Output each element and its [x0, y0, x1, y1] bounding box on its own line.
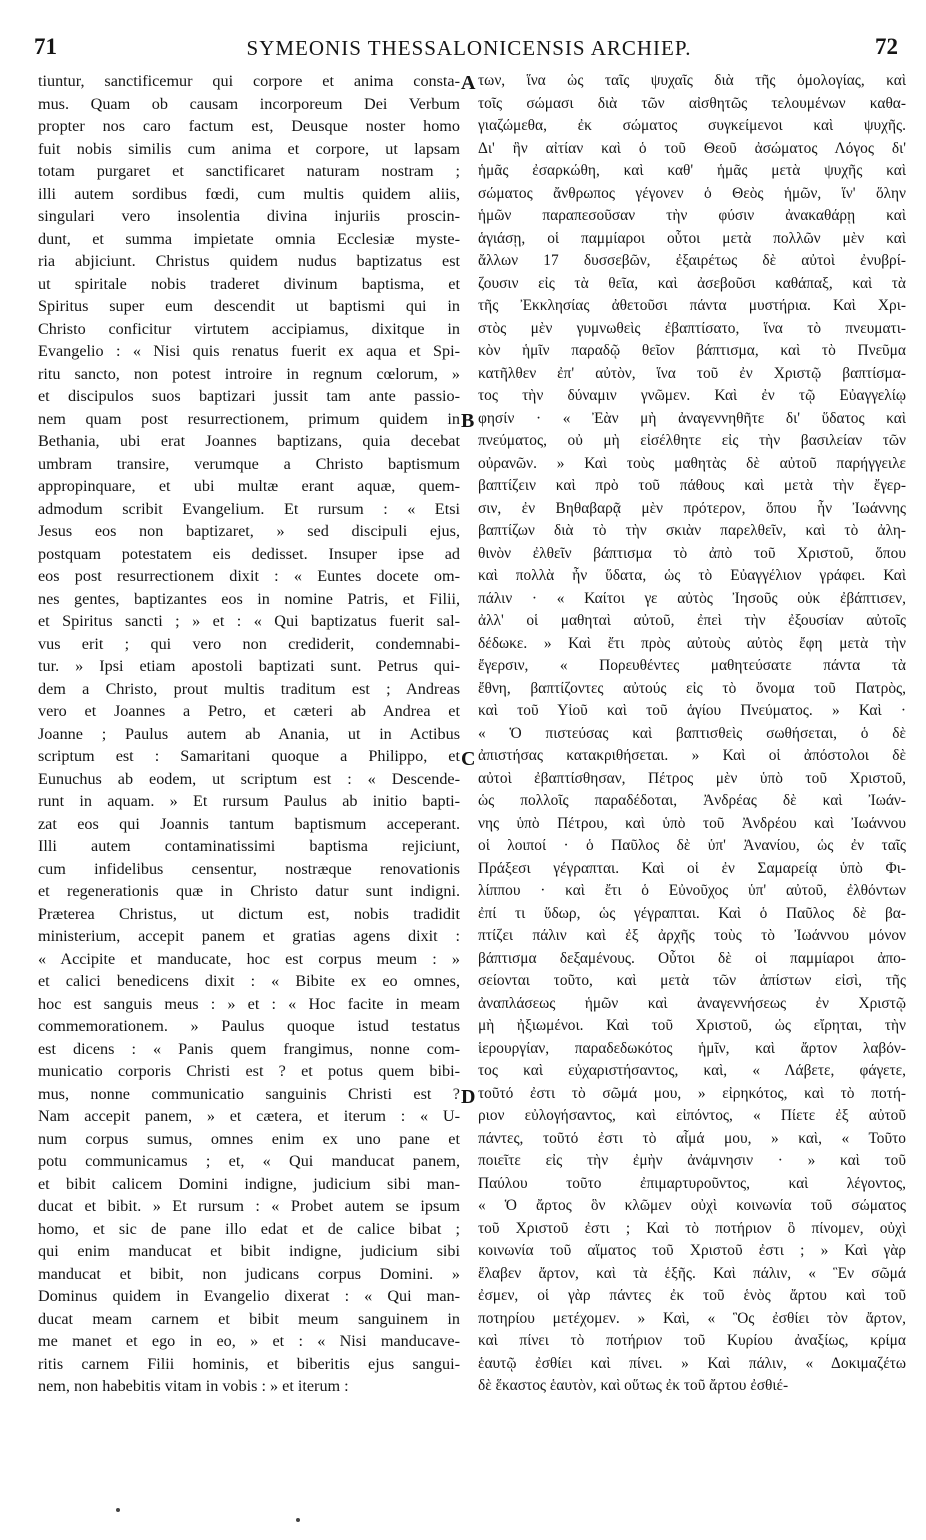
text-line: δὲ ἕκαστος ἑαυτὸν, καὶ οὕτως ἐκ τοῦ ἄρτου ἐσθιέ-	[478, 1377, 789, 1394]
text-line: κοινωνία τοῦ αἵματος τοῦ Χριστοῦ ἐστι ; » Καὶ γὰρ	[478, 1242, 906, 1259]
section-marker-b: B	[461, 410, 475, 432]
text-line: postquam potestatem eis dedisset. Insuper ipse ad	[38, 544, 460, 563]
text-line: ἐπί τι ὕδωρ, ὡς γέγραπται. Καὶ ὁ Παῦλος δὲ βα-	[478, 904, 906, 922]
text-line: ἐσμεν, οἱ γὰρ πάντες ἐκ τοῦ ἑνὸς ἄρτου καὶ τοῦ	[478, 1287, 906, 1304]
text-line: Παύλου τοῦτο ἐπιμαρτυροῦντος, καὶ λέγοντος,	[478, 1174, 906, 1192]
text-line: τος καὶ εὐχαριστήσαντος, καὶ, « Λάβετε, φάγετε,	[478, 1062, 906, 1079]
text-line: οἱ λοιποί · ὁ Παῦλος δὲ ὑπ' Ἀνανίου, ὡς ἐν ταῖς	[478, 837, 906, 854]
text-line: Bethania, ubi erat Joannes baptizans, quia decebat	[38, 432, 460, 450]
text-line: dem a Christo, prout multis traditum est ; Andreas	[38, 679, 460, 698]
text-line: Nam accepit panem, » et cætera, et iterum : « U-	[38, 1107, 460, 1125]
text-line: et regenerationis quæ in Christo datur sunt indigni.	[38, 882, 460, 900]
text-line: « Ὁ πιστεύσας καὶ βαπτισθεὶς σωθήσεται, ὁ δὲ	[478, 724, 906, 742]
text-line: καὶ τοῦ Υἱοῦ καὶ τοῦ ἁγίου Πνεύματος. » Καὶ ·	[478, 702, 906, 719]
text-line: Christo conficitur virtutem accipiamus, dixitque in	[38, 319, 460, 338]
text-line: πνεύματος, οὐ μὴ εἰσέλθητε εἰς τὴν βασιλείαν τῶν	[478, 432, 906, 449]
text-line: των, ἵνα ὡς ταῖς ψυχαῖς διὰ τῆς ὁμολογίας, καὶ	[478, 72, 906, 89]
text-line: singulari vero insolentia divina injuriis proscin-	[38, 207, 460, 225]
text-line: Joanne ; Paulus autem ab Anania, ut in Actibus	[38, 724, 460, 743]
text-line: vero et Joannes a Petro, et cæteri ab Andrea et	[38, 702, 460, 720]
text-line: κατῆλθεν ἐπ' αὐτὸν, ἵνα τοῦ ἐν Χριστῷ βαπτίσμα-	[478, 364, 906, 382]
text-line: ἑαυτῷ ἐσθίει καὶ πίνει. » Καὶ πάλιν, « Δοκιμαζέτω	[478, 1354, 906, 1372]
text-line: fuit nobis similis cum anima et corpore, ut lapsam	[38, 139, 460, 158]
text-line: καὶ πίνει τὸ ποτήριον τοῦ Κυρίου ἀναξίως, κρίμα	[478, 1332, 906, 1349]
text-line: nes gentes, baptizantes eos in nomine Patris, et Filii,	[38, 589, 460, 608]
text-line: ducat meam carnem et bibit meum sanguinem in	[38, 1309, 460, 1328]
text-line: λίππου · καὶ ἔτι ὁ Εὐνοῦχος ὑπ' αὐτοῦ, ἐλθόντων	[478, 882, 906, 899]
text-line: mus, nonne communicatio sanguinis Christi est ?	[38, 1084, 460, 1103]
text-line: « Ὁ ἄρτος ὃν κλῶμεν οὐχὶ κοινωνία τοῦ σώματος	[478, 1197, 906, 1214]
text-line: illi autem sordibus fœdi, cum multis quidem aliis,	[38, 184, 460, 203]
text-line: γιαζώμεθα, ἐκ σώματος συγκείμενοι καὶ ψυχῆς.	[478, 117, 906, 134]
page-number-right: 72	[875, 34, 898, 59]
text-line: ριον εὐλογήσαντος, καὶ εἰπόντος, « Πίετε ἐξ αὐτοῦ	[478, 1107, 906, 1124]
section-marker-a: A	[461, 72, 476, 94]
text-line: eos post resurrectionem dixit : « Euntes docete om-	[38, 567, 460, 585]
text-line: ἀλλ' οἱ μαθηταὶ αὐτοῦ, ἐπεὶ τὴν ἐξουσίαν αὐτοῖς	[478, 612, 906, 629]
text-line: Illi autem contaminatissimi baptisma rejiciunt,	[38, 837, 460, 855]
text-line: ἡμῶν παραπεσοῦσαν τὴν φύσιν ἀνακαθάρῃ καὶ	[478, 207, 906, 224]
text-line: μὴ ἠξιωμένοι. Καὶ τοῦ Χριστοῦ, ὡς εἴρηται, τὴν	[478, 1017, 906, 1034]
page-header	[34, 34, 904, 70]
text-line: et calici benedicens dixit : « Bibite ex eo omnes,	[38, 972, 460, 990]
text-line: est dicens : « Panis quem frangimus, nonne com-	[38, 1039, 460, 1058]
text-line: totam purgaret et sanctificaret naturam nostram ;	[38, 162, 460, 180]
text-line: me manet et ego in eo, » et : « Nisi manducave-	[38, 1332, 460, 1350]
text-line: θινὸν ἐλθεῖν βάπτισμα τὸ ἀπὸ τοῦ Χριστοῦ, ὅπου	[478, 544, 906, 562]
text-line: οὐρανῶν. » Καὶ τοὺς μαθητὰς δὲ αὐτοῦ παρήγγειλε	[478, 454, 906, 472]
text-line: appropinquare, et ubi multæ erant aquæ, quem-	[38, 477, 460, 495]
section-marker-c: C	[461, 748, 476, 770]
text-line: et discipulos suos baptizari jussit tam ante passio-	[38, 387, 460, 405]
text-line: νης ὑπὸ Πέτρου, καὶ ὑπὸ τοῦ Ἀνδρέου καὶ Ἰωάννου	[478, 814, 906, 832]
text-line: πάντες, τοῦτό ἐστι τὸ αἷμά μου, » καὶ, « Τοῦτο	[478, 1129, 906, 1147]
text-line: ἱερουργίαν, παραδεδωκότος ἡμῖν, καὶ ἄρτον λαβόν-	[478, 1039, 906, 1057]
text-line: cum infidelibus censentur, nostræque renovationis	[38, 859, 460, 878]
text-line: φησίν · « Ἐὰν μὴ ἀναγεννηθῆτε δι' ὕδατος καὶ	[478, 409, 906, 427]
text-line: πάλιν · « Καίτοι γε αὐτὸς Ἰησοῦς οὐκ ἐβάπτισεν,	[478, 589, 906, 607]
text-line: « Accipite et manducate, hoc est corpus meum : »	[38, 949, 460, 968]
text-line: mus. Quam ob causam incorporeum Dei Verbum	[38, 94, 460, 113]
text-line: καὶ πολλὰ ἦν ὕδατα, ὡς τὸ Εὐαγγέλιον γράφει. Καὶ	[478, 567, 906, 584]
text-line: βάπτισμα δεξαμένους. Οὗτοι δὲ οἱ παμμίαροι ἀπο-	[478, 949, 906, 967]
text-line: αὐτοὶ ἐβαπτίσθησαν, Πέτρος μὲν ὑπὸ τοῦ Χριστοῦ,	[478, 769, 906, 787]
text-line: βαπτίζων διὰ τὸ τὴν σκιὰν παρελθεῖν, καὶ τὸ ἀλη-	[478, 522, 906, 539]
text-line: Præterea Christus, ut dictum est, nobis tradidit	[38, 904, 460, 923]
text-line: τοῦτό ἐστι τὸ σῶμά μου, » εἰρηκότος, καὶ τὸ ποτή-	[478, 1084, 906, 1102]
text-line: et Spiritus sancti ; » et : « Qui baptizatus fuerit sal-	[38, 612, 460, 630]
text-line: Jesus eos non baptizaret, » sed discipuli ejus,	[38, 522, 460, 540]
text-line: κὸν ἡμῖν παραδῷ θεῖον βάπτισμα, καὶ τὸ Πνεῦμα	[478, 342, 906, 359]
text-line: ἡμᾶς ἐσαρκώθη, καὶ καθ' ἡμᾶς μετὰ ψυχῆς καὶ	[478, 162, 906, 179]
ink-speck	[296, 1518, 300, 1522]
text-line: Evangelio : « Nisi quis renatus fuerit ex aqua et Spi-	[38, 342, 460, 360]
text-line: Δι' ἣν αἰτίαν καὶ ὁ τοῦ Θεοῦ ἀσώματος Λόγος δι'	[478, 139, 906, 157]
text-line: Dominus quidem in Evangelio dixerat : « Qui man-	[38, 1287, 460, 1305]
text-line: propter nos caro factum est, Deusque noster homo	[38, 117, 460, 135]
text-line: nem, non habebitis vitam in vobis : » et iterum :	[38, 1377, 349, 1395]
text-line: num corpus sumus, omnes enim ex uno pane et	[38, 1129, 460, 1148]
text-line: zat eos qui Joannis tantum baptismum acceperant.	[38, 814, 460, 833]
text-line: admodum scribit Evangelium. Et rursum : « Etsi	[38, 499, 460, 518]
text-line: dunt, et summa impietate omnia Ecclesiæ myste-	[38, 229, 460, 248]
text-line: scriptum est : Samaritani quoque a Philippo, et	[38, 747, 460, 765]
text-line: tur. » Ipsi etiam apostoli baptizati sunt. Petrus qui-	[38, 657, 460, 675]
text-line: δέδωκε. » Καὶ ἔτι πρὸς αὐτοὺς αὐτὸς ἔφη μετὰ τὴν	[478, 634, 906, 652]
text-line: ritis carnem Filii hominis, et biberitis ejus sangui-	[38, 1354, 460, 1373]
text-line: ἁγιάσῃ, οἱ παμμίαροι οὗτοι μετὰ πολλῶν μὲν καὶ	[478, 229, 906, 247]
text-line: commemorationem. » Paulus quoque istud testatus	[38, 1017, 460, 1035]
text-line: runt in aquam. » Et rursum Paulus ab initio bapti-	[38, 792, 460, 810]
text-line: potu communicamus ; et, « Qui manducat panem,	[38, 1152, 460, 1170]
text-line: tiuntur, sanctificemur qui corpore et anima consta-	[38, 72, 460, 90]
greek-column	[478, 70, 906, 1398]
text-line: nem quam post resurrectionem, primum quidem in	[38, 409, 460, 428]
text-line: Spiritus super eum descendit ut baptismi qui in	[38, 297, 460, 315]
text-line: τοῦ Χριστοῦ ἐστι ; Καὶ τὸ ποτήριον ὃ πίνομεν, οὐχὶ	[478, 1219, 906, 1237]
text-line: σιν, ἐν Βηθαβαρᾷ μὲν πρότερον, ὅπου ἦν Ἰωάννης	[478, 499, 906, 517]
running-title: SYMEONIS THESSALONICENSIS ARCHIEP.	[246, 36, 692, 60]
text-line: σείονται τοῦτο, καὶ μετὰ τῶν ἀπίστων εἰσὶ, τῆς	[478, 972, 906, 989]
text-line: et bibit calicem Domini indigne, judicium sibi man-	[38, 1174, 460, 1193]
text-line: ἔγερσιν, « Πορευθέντες μαθητεύσατε πάντα τὰ	[478, 657, 906, 674]
text-line: ποτηρίου μετέχομεν. » Καὶ, « Ὃς ἐσθίει τὸν ἄρτον,	[478, 1309, 906, 1327]
text-line: ἀπιστήσας κατακριθήσεται. » Καὶ οἱ ἀπόστολοι δὲ	[478, 747, 906, 764]
text-line: ἔθνη, βαπτίζοντες αὐτούς εἰς τὸ ὄνομα τοῦ Πατρὸς,	[478, 679, 906, 697]
text-line: ὡς πολλοῖς παραδέδοται, Ἀνδρέας δὲ καὶ Ἰωάν-	[478, 792, 906, 809]
text-line: βαπτίζειν καὶ πρὸ τοῦ πάθους καὶ μετὰ τὴν ἔγερ-	[478, 477, 906, 494]
text-line: vus erit ; qui vero non crediderit, condemnabi-	[38, 634, 460, 653]
ink-speck	[116, 1508, 120, 1512]
text-line: πτίζει πάλιν καὶ ἐξ ἀρχῆς τοὺς τὸ Ἰωάννου μόνον	[478, 927, 906, 944]
page-number-left: 71	[34, 34, 57, 59]
text-line: manducat et bibit, non judicans corpus Domini. »	[38, 1264, 460, 1283]
text-line: Eunuchus ab eodem, ut scriptum est : « Descende-	[38, 769, 460, 788]
text-line: ἄλλων 17 δυσσεβῶν, ἐξαιρέτως δὲ αὐτοὶ ἐνυβρί-	[478, 252, 906, 269]
text-line: ducat et bibit. » Et rursum : « Probet autem se ipsum	[38, 1197, 460, 1215]
text-line: ποιεῖτε εἰς τὴν ἐμὴν ἀνάμνησιν · » καὶ τοῦ	[478, 1152, 906, 1169]
text-line: qui enim manducat et bibit indigne, judicium sibi	[38, 1242, 460, 1260]
text-line: ἔλαβεν ἄρτον, καὶ τὰ ἑξῆς. Καὶ πάλιν, « Ἓν σῶμά	[478, 1264, 906, 1282]
text-line: τῆς Ἐκκλησίας ἀθετοῦσι πάντα μυστήρια. Καὶ Χρι-	[478, 297, 906, 314]
text-line: ἀναπλάσεως ἡμῶν καὶ ἀναγεννήσεως ἐν Χριστῷ	[478, 994, 906, 1012]
text-line: homo, et sic de pane illo edat et de calice bibat ;	[38, 1219, 460, 1238]
text-line: στὸς μὲν γυμνωθεὶς ἐβαπτίσατο, ἵνα τὸ πνευματι-	[478, 319, 906, 337]
text-line: hoc est sanguis meus : » et : « Hoc facite in meam	[38, 994, 460, 1013]
text-line: ut spiritale nobis traderet divinum baptisma, et	[38, 274, 460, 293]
text-line: τοῖς σώμασι διὰ τῶν αἰσθητῶς τελουμένων καθα-	[478, 94, 906, 112]
text-line: σώματος ἄνθρωπος γέγονεν ὁ Θεὸς ἡμῶν, ἵν' ὅλην	[478, 184, 906, 202]
text-line: τος τὴν δύναμιν γνῶμεν. Καὶ ἐν τῷ Εὐαγγελίῳ	[478, 387, 906, 404]
text-line: ζουσιν εἰς τὰ θεῖα, καὶ ἀσεβοῦσι καθάπαξ, καὶ τὰ	[478, 274, 906, 292]
text-line: Πράξεσι γέγραπται. Καὶ οἱ ἐν Σαμαρείᾳ ὑπὸ Φι-	[478, 859, 906, 877]
text-line: ministerium, accepit panem et gratias agens dixit :	[38, 927, 460, 945]
section-marker-d: D	[461, 1086, 476, 1108]
text-line: umbram transire, verumque a Christo baptismum	[38, 454, 460, 473]
text-line: ria abjiciunt. Christus quidem nudus baptizatus est	[38, 252, 460, 270]
latin-column	[38, 70, 460, 1398]
text-line: municatio corporis Christi est ? et potus quem bibi-	[38, 1062, 460, 1080]
text-line: ritu sancto, non potest introire in regnum cœlorum, »	[38, 364, 460, 383]
